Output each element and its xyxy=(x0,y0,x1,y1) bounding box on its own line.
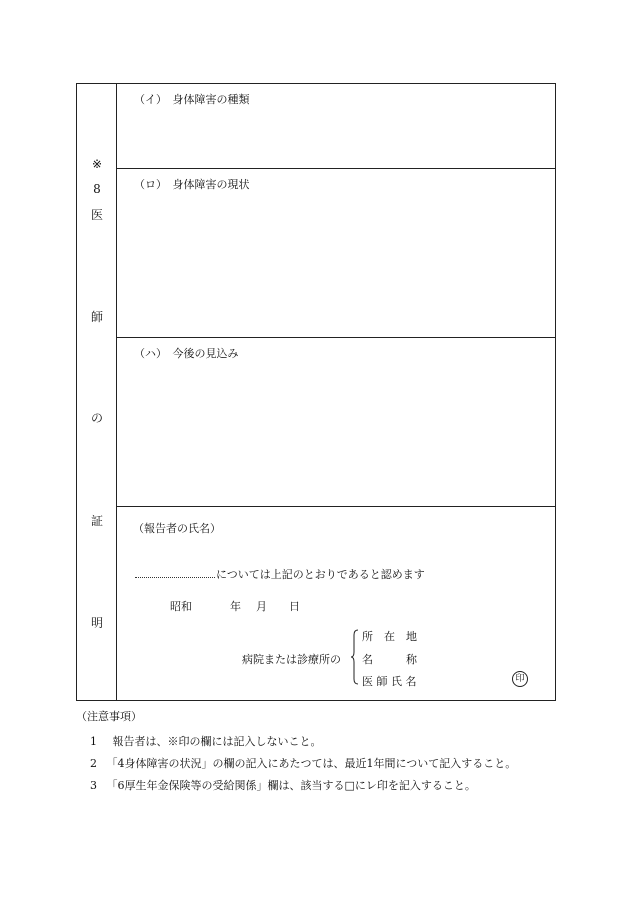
side-mark: ※ xyxy=(91,157,103,171)
side-number: 8 xyxy=(93,182,101,196)
note-item xyxy=(90,755,516,771)
section-label: （ロ） 身体障害の現状 xyxy=(134,178,250,191)
section-disability-type[interactable] xyxy=(117,84,555,169)
note-text: 「6厚生年金保険等の受給関係」欄は、該当する□にレ印を記入すること。 xyxy=(106,779,476,792)
institution-name-label: 名 称 xyxy=(362,653,417,666)
note-number: 3 xyxy=(90,779,97,792)
side-char: 医 xyxy=(90,208,103,222)
note-item xyxy=(90,733,322,749)
address-label: 所 在 地 xyxy=(362,630,417,643)
seal-stamp-mark: 印 xyxy=(512,671,528,687)
reporter-name-label: （報告者の氏名） xyxy=(133,522,221,535)
certification-statement xyxy=(135,566,425,582)
date-month: 月 xyxy=(256,600,267,613)
side-label-column xyxy=(77,84,117,700)
side-char: 明 xyxy=(90,616,103,630)
notes-heading: （注意事項） xyxy=(76,710,142,723)
note-number: 2 xyxy=(90,757,97,770)
date-era: 昭和 xyxy=(170,600,192,613)
note-text: 「4身体障害の状況」の欄の記入にあたつては、最近1年間について記入すること。 xyxy=(106,757,517,770)
section-label: （イ） 身体障害の種類 xyxy=(134,93,250,106)
note-text: 報告者は、※印の欄には記入しないこと。 xyxy=(112,735,322,748)
date-year: 年 xyxy=(230,600,241,613)
section-disability-status[interactable] xyxy=(117,169,555,338)
note-item xyxy=(90,777,476,793)
section-prognosis[interactable] xyxy=(117,338,555,507)
statement-text: については上記のとおりであると認めます xyxy=(216,568,425,581)
section-label: （ハ） 今後の見込み xyxy=(134,347,239,360)
side-char: 証 xyxy=(90,514,103,528)
doctor-certificate-form xyxy=(76,83,556,701)
date-day: 日 xyxy=(289,600,300,613)
note-number: 1 xyxy=(90,735,97,748)
side-char: の xyxy=(90,411,103,425)
side-char: 師 xyxy=(90,310,103,324)
patient-name-field[interactable] xyxy=(135,566,215,578)
doctor-name-label: 医 師 氏 名 xyxy=(362,675,417,688)
hospital-label: 病院または診療所の xyxy=(242,653,341,666)
brace-icon xyxy=(351,629,359,685)
